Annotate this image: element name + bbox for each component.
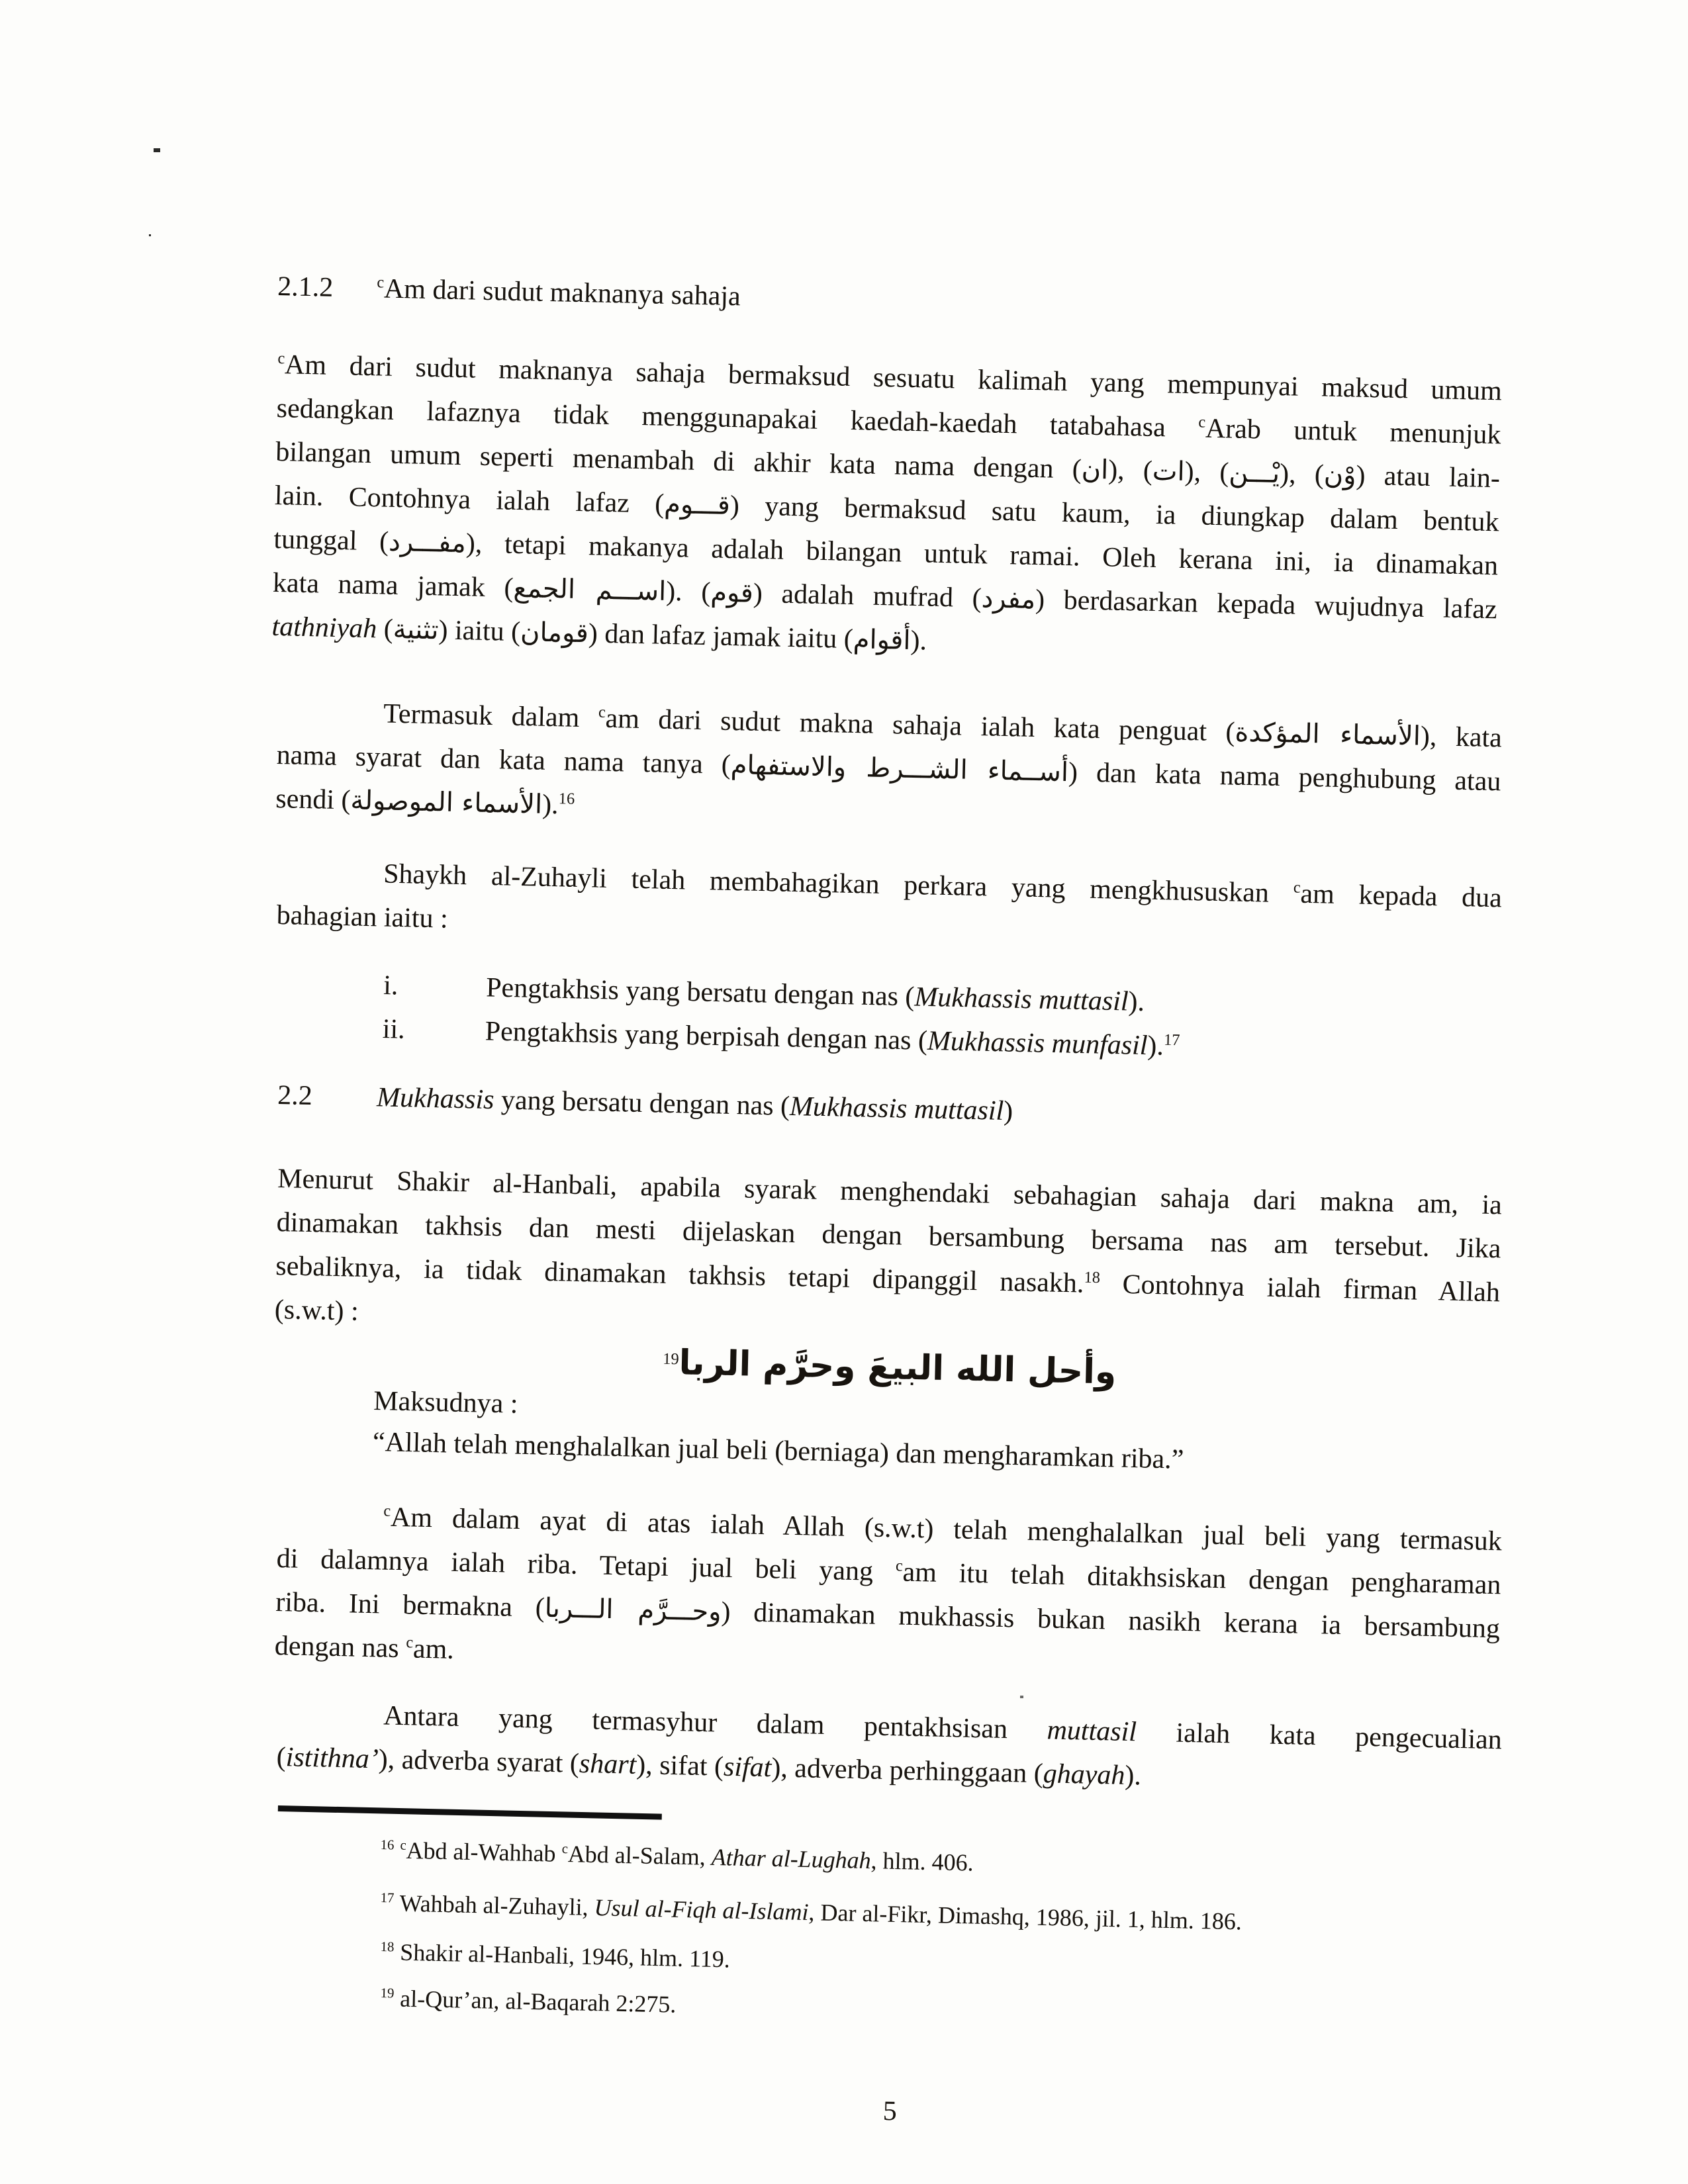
text-run: )	[1003, 1095, 1013, 1127]
text-run: ).	[1124, 1760, 1142, 1792]
text-run: ), adverba syarat (	[378, 1744, 580, 1779]
text-run: tathniyah	[271, 611, 377, 645]
list-numeral: i.	[383, 970, 399, 1001]
superscript-marker: 16	[380, 1836, 395, 1853]
superscript-marker: 19	[380, 1984, 395, 2001]
footnote-19-line-1	[380, 1981, 1489, 2039]
arabic-text-run: أقوام	[853, 624, 912, 656]
text-run: sifat	[723, 1751, 772, 1784]
text-run: ) atau lain-	[1356, 460, 1501, 494]
text-run: Pengtakhsis yang bersatu dengan nas (	[485, 972, 915, 1013]
arabic-text-run: وْن	[1323, 459, 1357, 491]
text-run: ) iaitu (	[438, 615, 521, 648]
text-run: ), (	[1107, 455, 1153, 486]
text-run: Wahbah al-Zuhayli,	[393, 1889, 595, 1921]
text-run: (	[376, 614, 394, 645]
text-run: Mukhassis muttasil	[914, 981, 1129, 1017]
text-run: ), (	[1279, 459, 1325, 490]
paragraph-antara-termasyhur	[276, 1692, 1502, 1805]
text-run: sedangkan lafaznya tidak menggunapakai kaedah-kaedah tatabahasa	[276, 392, 1199, 444]
text-run: Am dari sudut maknanya sahaja bermaksud sesuatu kalimah yang mempunyai maksud umum	[284, 349, 1503, 407]
arabic-text-run: قومان	[520, 617, 589, 649]
text-run: ), sifat (	[635, 1749, 724, 1782]
footnote-19	[380, 1981, 1489, 2039]
section-heading-2-2-line-1	[277, 1072, 1502, 1145]
arabic-text-run: ان	[1081, 454, 1109, 486]
text-run: yang bersatu dengan nas (	[494, 1085, 790, 1122]
text-run: , Dar al-Fikr, Dimashq, 1986, jil. 1, hlm. 186.	[808, 1899, 1243, 1935]
arabic-text-run: وحـــرَّم الـــربا	[544, 1592, 722, 1627]
text-run: Mukhassis munfasil	[927, 1025, 1148, 1062]
arabic-text-run: مفـــرد	[388, 526, 467, 559]
superscript-marker: c	[406, 1633, 414, 1652]
text-run: Shaykh al-Zuhayli telah membahagikan perkara yang mengkhususkan	[383, 858, 1294, 909]
text-run: istithna’	[285, 1742, 379, 1775]
text-run: Mukhassis	[376, 1082, 495, 1116]
text-run: am kepada dua	[1299, 878, 1503, 914]
text-run: tunggal (	[273, 523, 389, 557]
text-run: dinamakan takhsis dan mesti dijelaskan dengan bersambung bersama nas am tersebut. Jika	[276, 1206, 1501, 1265]
footnote-17	[380, 1886, 1489, 1944]
footnote-18-line-1	[380, 1935, 1489, 1993]
text-run: ghayah	[1043, 1758, 1125, 1791]
paragraph-shaykh-zuhayli	[276, 850, 1502, 964]
text-run: Shakir al-Hanbali, 1946, hlm. 119.	[393, 1938, 731, 1973]
text-run	[394, 1837, 400, 1863]
footnote-16-line-1	[380, 1833, 1489, 1891]
text-run: ), tetapi makanya adalah bilangan untuk ramai. Oleh kerana ini, ia dinamakan	[465, 528, 1499, 582]
text-run: Am dari sudut maknanya sahaja	[383, 273, 741, 312]
arabic-text-run: تثنية	[393, 614, 440, 646]
superscript-marker: 17	[380, 1889, 395, 1906]
text-run: Maksudnya :	[373, 1385, 518, 1420]
list-numeral: ii.	[382, 1013, 406, 1045]
text-run: ). (	[665, 576, 711, 608]
text-run: (s.w.t) :	[274, 1294, 359, 1327]
text-run: ) adalah mufrad (	[753, 578, 982, 614]
superscript-marker: c	[895, 1557, 904, 1575]
paragraph-am-ayat	[274, 1493, 1502, 1694]
superscript-marker: c	[1293, 878, 1301, 897]
text-run: ialah kata pengecualian	[1136, 1717, 1503, 1756]
text-run: “Allah telah menghalalkan jual beli (berniaga) dan mengharamkan riba.”	[372, 1426, 1184, 1475]
text-run: 2.1.2	[277, 271, 334, 303]
text-run: ) berdasarkan kepada wujudnya lafaz	[1035, 584, 1498, 625]
text-run: nama syarat dan kata nama tanya (	[276, 739, 731, 780]
section-heading-2-2	[277, 1072, 1502, 1145]
arabic-text-run: اســـم الجمع	[512, 572, 667, 607]
text-run: Abd al-Salam,	[567, 1841, 712, 1870]
scan-speck	[1020, 1696, 1023, 1698]
text-run: lain. Contohnya ialah lafaz (	[274, 480, 665, 520]
text-run: Menurut Shakir al-Hanbali, apabila syarak menghendaki sebahagian sahaja dari makna am, ia	[277, 1163, 1503, 1221]
text-run: am itu telah ditakhsiskan dengan pengharaman	[902, 1557, 1501, 1601]
text-run: ), (	[1184, 456, 1229, 488]
text-run: al-Qur’an, al-Baqarah 2:275.	[393, 1985, 677, 2018]
footnote-separator	[278, 1805, 662, 1820]
text-run: ).	[1128, 986, 1145, 1018]
text-run: bahagian iaitu :	[276, 899, 449, 934]
text-run: ) dan kata nama penghubung atau	[1068, 757, 1501, 797]
text-run: dengan nas	[274, 1630, 406, 1664]
superscript-marker: c	[598, 703, 606, 721]
arabic-text-run: الأسماء الموصولة	[350, 785, 543, 820]
scan-speck	[149, 234, 151, 236]
text-run: shart	[579, 1748, 637, 1780]
arabic-text-run: وأحل الله البيعَ وحرَّم الربا	[678, 1343, 1117, 1392]
list-mukhassis-types	[382, 964, 1502, 1075]
superscript-marker: 19	[663, 1349, 679, 1369]
text-run: muttasil	[1047, 1715, 1137, 1748]
section-heading-2-1-2	[277, 263, 1502, 336]
footnote-17-line-1	[380, 1886, 1489, 1944]
text-run: (	[276, 1741, 287, 1773]
superscript-marker: 17	[1163, 1030, 1180, 1050]
footnote-18	[380, 1935, 1489, 1993]
text-run: ), adverba perhinggaan (	[771, 1752, 1044, 1790]
paragraph-am-makna	[271, 343, 1503, 675]
arabic-text-run: ات	[1152, 455, 1186, 487]
text-run: Contohnya ialah firman Allah	[1100, 1269, 1501, 1308]
paragraph-termasuk-am	[275, 690, 1503, 847]
text-run: Mukhassis muttasil	[789, 1091, 1004, 1126]
superscript-marker: c	[377, 273, 385, 292]
superscript-marker: c	[277, 349, 285, 368]
text-run: ).	[910, 625, 927, 657]
arabic-text-run: مفرد	[981, 583, 1036, 615]
text-run: sebaliknya, ia tidak dinamakan takhsis tetapi dipanggil nasakh.	[275, 1250, 1084, 1299]
text-run: ) dinamakan mukhassis bukan nasikh kerana ia bersambung	[721, 1596, 1501, 1645]
text-run: ) yang bermaksud satu kaum, ia diungkap dalam bentuk	[729, 490, 1500, 538]
arabic-text-run: قـــوم	[663, 488, 731, 521]
superscript-marker: 16	[558, 790, 575, 808]
text-run: Pengtakhsis yang berpisah dengan nas (	[485, 1016, 928, 1056]
section-heading-2-1-2-line-1	[277, 263, 1502, 336]
text-run: ) dan lafaz jamak iaitu (	[588, 618, 854, 655]
arabic-text-run: أســماء الشـــرط والاستفهام	[730, 749, 1069, 788]
text-run: am dari sudut makna sahaja ialah kata penguat (	[605, 703, 1236, 748]
text-run: Am dalam ayat di atas ialah Allah (s.w.t) telah menghalalkan jual beli yang termasuk	[390, 1502, 1503, 1557]
arabic-text-run: الأسماء المؤكدة	[1235, 717, 1421, 752]
text-run: Termasuk dalam	[383, 698, 599, 734]
page-number: 5	[882, 2095, 898, 2127]
superscript-marker: c	[400, 1837, 407, 1853]
text-run: bilangan umum seperti menambah di akhir kata nama dengan (	[275, 436, 1082, 485]
text-run: 2.2	[277, 1079, 313, 1112]
text-run: sendi (	[275, 783, 352, 816]
text-run: Abd al-Wahhab	[406, 1837, 562, 1867]
text-run: Antara yang termasyhur dalam pentakhsisan	[383, 1700, 1048, 1746]
superscript-marker: c	[383, 1502, 391, 1520]
text-run: Athar al-Lughah	[711, 1843, 872, 1874]
footnote-16	[380, 1833, 1489, 1891]
superscript-marker: 18	[1084, 1268, 1101, 1287]
superscript-marker: 18	[380, 1938, 395, 1955]
text-run: ).	[541, 789, 559, 821]
text-run: ).	[1147, 1030, 1164, 1062]
text-run: Usul al-Fiqh al-Islami	[594, 1894, 809, 1926]
superscript-marker: c	[1198, 413, 1206, 432]
arabic-text-run: قوم	[710, 577, 754, 609]
text-run: di dalamnya ialah riba. Tetapi jual beli yang	[276, 1543, 896, 1588]
superscript-marker: c	[561, 1840, 569, 1857]
text-run: riba. Ini bermakna (	[275, 1586, 545, 1623]
scan-speck	[154, 148, 160, 152]
text-run: kata nama jamak (	[272, 567, 514, 604]
text-run: Arab untuk menunjuk	[1205, 413, 1501, 451]
text-run: , hlm. 406.	[870, 1847, 974, 1876]
text-run: am.	[412, 1633, 455, 1665]
text-run: ), kata	[1420, 721, 1503, 754]
arabic-text-run: يْـــن	[1228, 457, 1280, 490]
